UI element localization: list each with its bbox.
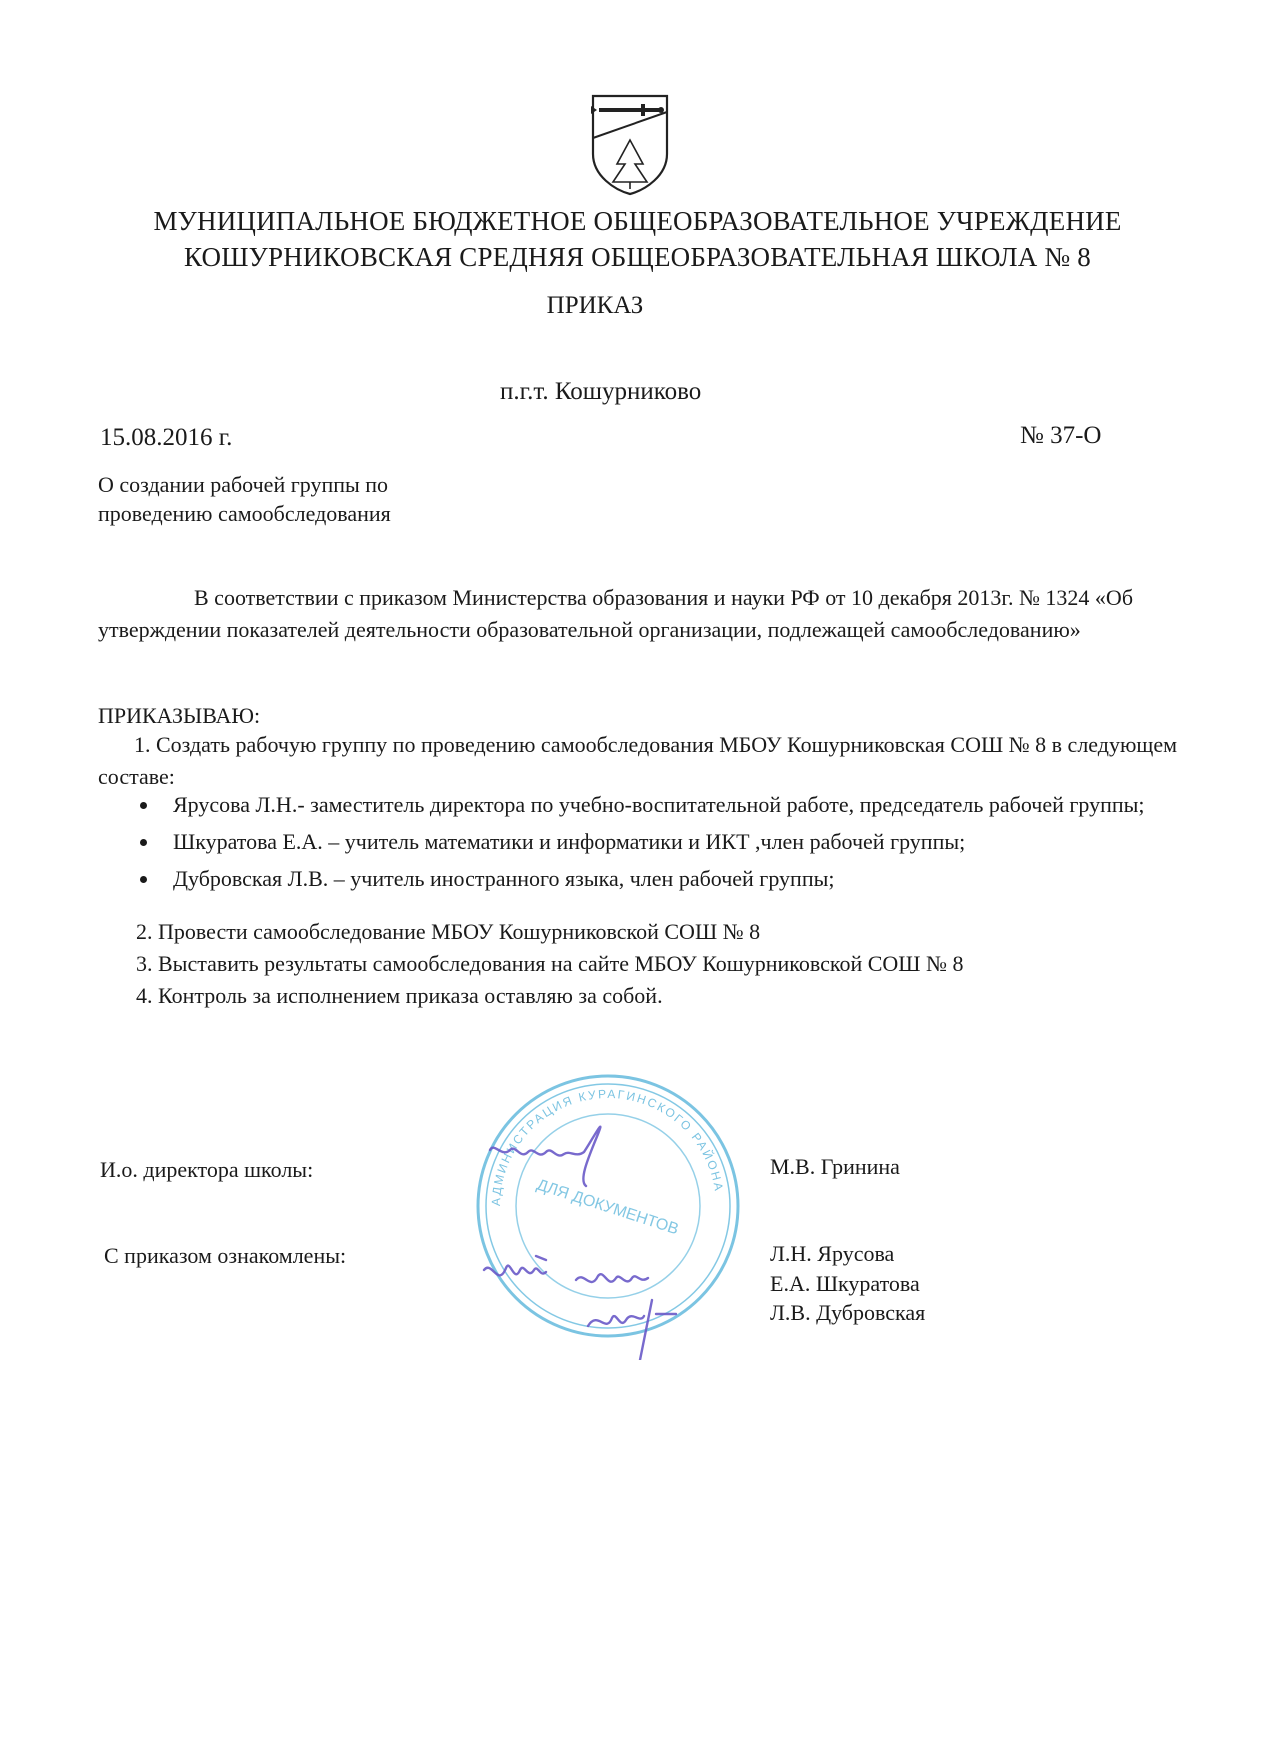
acknowledged-name: Е.А. Шкуратова xyxy=(770,1271,920,1296)
preamble: В соответствии с приказом Министерства образования и науки РФ от 10 декабря 2013г. № 1324 «Об утверждении показателей деятельности образовательной организации, подлежащей самообследованию» xyxy=(98,585,1134,642)
member-item: Ярусова Л.Н.- заместитель директора по учебно-воспитательной работе, председатель рабочей группы; xyxy=(98,789,1178,821)
order-item-4: 4. Контроль за исполнением приказа оставляю за собой. xyxy=(136,983,663,1008)
order-item-2: 2. Провести самообследование МБОУ Кошурниковской СОШ № 8 xyxy=(136,919,761,944)
coat-of-arms-icon xyxy=(585,92,675,197)
member-item: Дубровская Л.В. – учитель иностранного языка, член рабочей группы; xyxy=(98,863,1178,895)
acknowledged-name: Л.В. Дубровская xyxy=(770,1300,926,1325)
document-title: ПРИКАЗ xyxy=(546,292,644,319)
order-word: ПРИКАЗЫВАЮ: xyxy=(98,703,261,728)
place: п.г.т. Кошурниково xyxy=(500,378,702,405)
order-item-1: 1. Создать рабочую группу по проведению самообследования МБОУ Кошурниковская СОШ № 8 в следующем составе: xyxy=(98,732,1178,789)
order-item-3: 3. Выставить результаты самообследования на сайте МБОУ Кошурниковской СОШ № 8 xyxy=(136,951,964,976)
handwritten-signatures xyxy=(480,1120,780,1360)
organization-name-line-1: МУНИЦИПАЛЬНОЕ БЮДЖЕТНОЕ ОБЩЕОБРАЗОВАТЕЛЬНОЕ УЧРЕЖДЕНИЕ xyxy=(153,206,1122,236)
order-number: № 37-О xyxy=(1020,422,1102,449)
stamp-outer-text: АДМИНИСТРАЦИЯ КУРАГИНСКОГО РАЙОНА xyxy=(488,1086,727,1207)
director-label: И.о. директора школы: xyxy=(100,1157,314,1182)
organization-name-line-2: КОШУРНИКОВСКАЯ СРЕДНЯЯ ОБЩЕОБРАЗОВАТЕЛЬНАЯ ШКОЛА № 8 xyxy=(183,242,1091,272)
member-item: Шкуратова Е.А. – учитель математики и информатики и ИКТ ,член рабочей группы; xyxy=(98,826,1178,858)
subject-line: проведению самообследования xyxy=(98,501,391,526)
stamp-inner-text: ДЛЯ ДОКУМЕНТОВ xyxy=(534,1176,681,1239)
director-name: М.В. Гринина xyxy=(770,1154,900,1179)
order-subject xyxy=(98,470,498,528)
acknowledgement-label: С приказом ознакомлены: xyxy=(104,1243,347,1268)
order-date: 15.08.2016 г. xyxy=(100,424,233,451)
subject-line: О создании рабочей группы по xyxy=(98,472,389,497)
acknowledged-name: Л.Н. Ярусова xyxy=(770,1241,895,1266)
member-list xyxy=(98,789,1178,900)
